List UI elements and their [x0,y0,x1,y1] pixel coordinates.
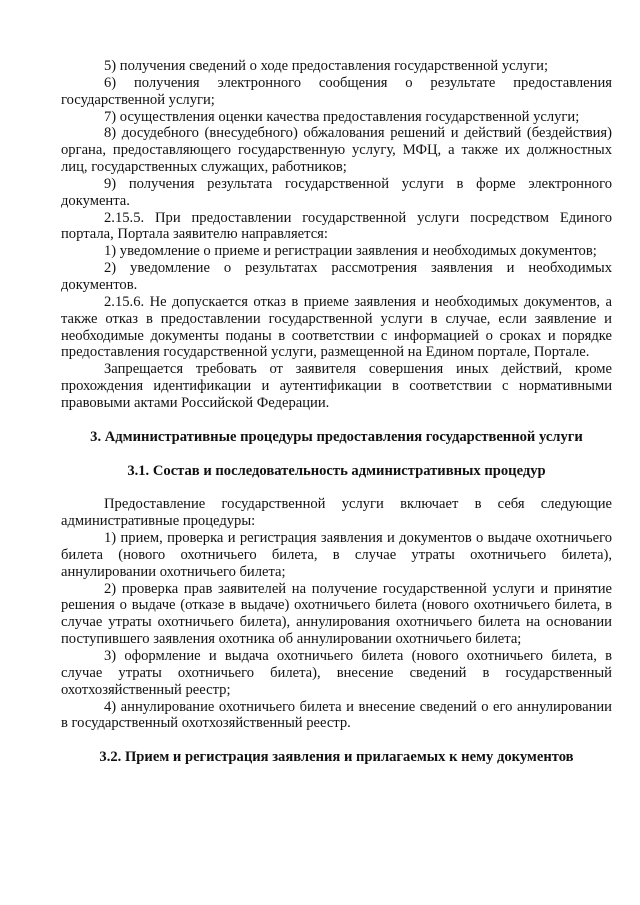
list-item-quality-assessment: 7) осуществления оценки качества предоставления государственной услуги; [104,108,580,125]
prohibition-paragraph: Запрещается требовать от заявителя совершения иных действий, кроме прохождения идентификации и аутентификации в соответствии с нормативными правовыми актами Российской Федерации. [61,361,612,411]
list-item-result-notice: 2) уведомление о результатах рассмотрения заявления и необходимых документов. [61,260,612,293]
section-3-2-heading: 3.2. Прием и регистрация заявления и прилагаемых к нему документов [99,749,574,766]
list-item-electronic-message: 6) получения электронного сообщения о результате предоставления государственной услуги; [61,74,612,108]
procedure-item-1: 1) прием, проверка и регистрация заявления и документов о выдаче охотничьего билета (нового охотничьего билета, в случае утраты охотничьего билета), аннулировании охотничьего билета; [61,530,612,580]
document-page [61,58,612,766]
procedure-item-2: 2) проверка прав заявителей на получение государственной услуги и принятие решения о выдаче (отказе в выдаче) охотничьего билета (нового охотничьего билета, в случае утраты охотничьего билета), аннулирования охотничьего билета на основании поступившего заявления охотника об аннулировании охотничьего билета; [61,580,612,648]
list-item-appeal: 8) досудебного (внесудебного) обжалования решений и действий (бездействия) органа, предоставляющего государственную услугу, МФЦ, а также их должностных лиц, государственных служащих, работников; [61,125,612,176]
section-3-heading: 3. Административные процедуры предоставления государственной услуги [90,428,583,445]
list-item-receipt-notice: 1) уведомление о приеме и регистрации заявления и необходимых документов; [104,243,597,260]
procedures-intro: Предоставление государственной услуги включает в себя следующие административные процедуры: [61,496,612,530]
section-3-1-heading: 3.1. Состав и последовательность административных процедур [127,462,546,479]
list-item-electronic-result: 9) получения результата государственной услуги в форме электронного документа. [61,175,612,209]
procedure-item-3: 3) оформление и выдача охотничьего билета (нового охотничьего билета, в случае утраты охотничьего билета), внесение сведений в государственный охотхозяйственный реестр; [61,648,612,698]
procedure-item-4: 4) аннулирование охотничьего билета и внесение сведений о его аннулировании в государственный охотхозяйственный реестр. [61,698,612,732]
clause-2-15-5: 2.15.5. При предоставлении государственной услуги посредством Единого портала, Портала заявителю направляется: [61,209,612,243]
list-item-status-tracking: 5) получения сведений о ходе предоставления государственной услуги; [104,58,549,74]
clause-2-15-6: 2.15.6. Не допускается отказ в приеме заявления и необходимых документов, а также отказ в предоставлении государственной услуги в случае, если заявление и необходимые документы поданы в соответствии с информацией о сроках и порядке предоставления государственной услуги, размещенной на Едином портале, Портале. [61,293,612,361]
